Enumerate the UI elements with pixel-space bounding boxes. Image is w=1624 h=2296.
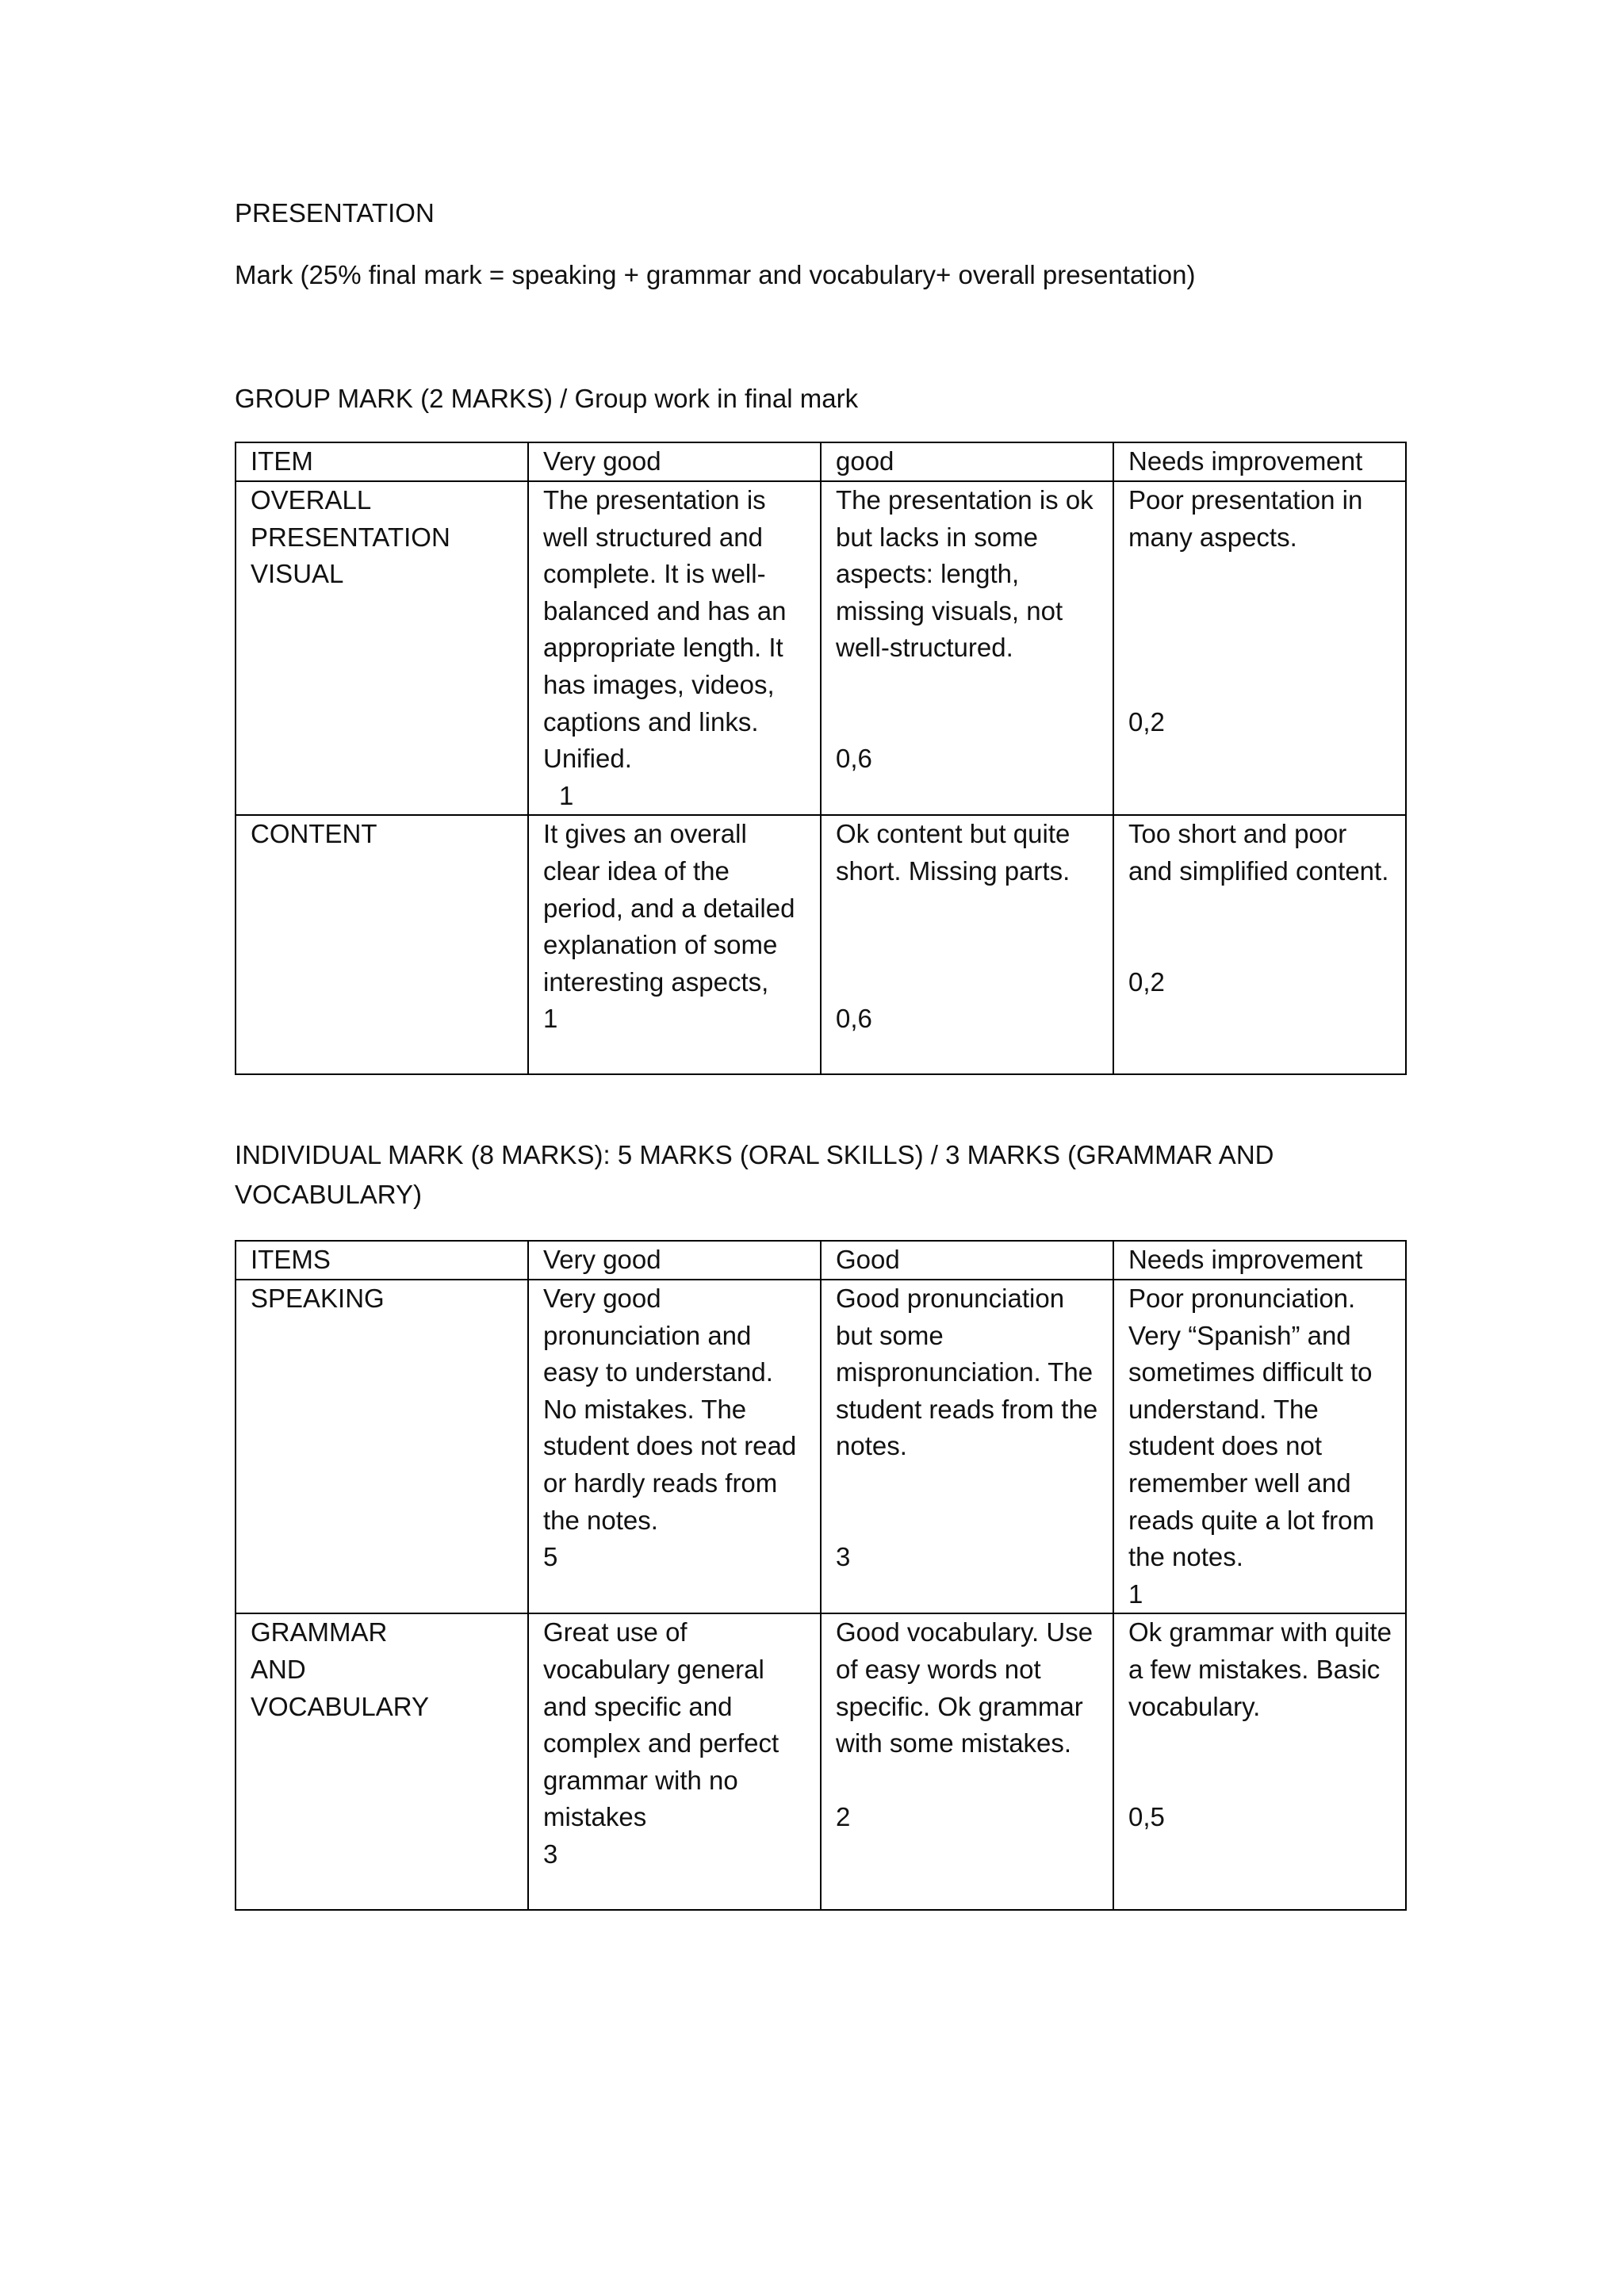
table-header-row	[236, 1241, 1406, 1280]
criterion-text: The presentation is ok but lacks in some aspects: length, missing visuals, not well-structured.	[836, 485, 1094, 663]
needs-improvement-cell	[1113, 815, 1406, 1074]
mark-value: 0,6	[836, 1004, 872, 1034]
table-row	[236, 481, 1406, 815]
criterion-text: Poor pronunciation. Very “Spanish” and sometimes difficult to understand. The student does not remember well and reads quite a lot from the notes.	[1128, 1284, 1374, 1572]
mark-value: 5	[543, 1542, 558, 1572]
item-cell	[236, 1280, 528, 1613]
criterion-text: Great use of vocabulary general and specific and complex and perfect grammar with no mistakes	[543, 1617, 779, 1832]
good-cell	[821, 815, 1113, 1074]
very-good-cell	[528, 815, 821, 1074]
header-very-good: Very good	[528, 442, 821, 481]
criterion-text: It gives an overall clear idea of the period, and a detailed explanation of some interesting aspects,	[543, 819, 795, 997]
good-cell	[821, 1280, 1113, 1613]
mark-value: 0,2	[1128, 706, 1165, 737]
good-cell	[821, 1613, 1113, 1910]
very-good-cell	[528, 1280, 821, 1613]
mark-value: 3	[543, 1839, 558, 1869]
item-label: CONTENT	[251, 819, 377, 849]
item-label: OVERALL PRESENTATION VISUAL	[251, 485, 450, 589]
individual-rubric-table	[235, 1240, 1407, 1911]
mark-value: 2	[836, 1802, 851, 1832]
document-title: PRESENTATION	[235, 198, 435, 228]
item-cell	[236, 481, 528, 815]
needs-improvement-cell	[1113, 1280, 1406, 1613]
very-good-cell	[528, 1613, 821, 1910]
criterion-text: The presentation is well structured and complete. It is well-balanced and has an appropriate length. It has images, videos, captions and links. Unified.	[543, 485, 787, 774]
header-needs-improvement: Needs improvement	[1113, 1241, 1406, 1280]
good-cell	[821, 481, 1113, 815]
needs-improvement-cell	[1113, 1613, 1406, 1910]
criterion-text: Too short and poor and simplified content.	[1128, 819, 1389, 886]
mark-value: 0,2	[1128, 966, 1165, 997]
item-cell	[236, 815, 528, 1074]
table-row	[236, 1280, 1406, 1613]
group-mark-heading: GROUP MARK (2 MARKS) / Group work in final mark	[235, 384, 859, 413]
mark-note: Mark (25% final mark = speaking + grammar and vocabulary+ overall presentation)	[235, 260, 1196, 289]
criterion-text: Poor presentation in many aspects.	[1128, 485, 1363, 552]
header-item: ITEM	[236, 442, 528, 481]
table-row	[236, 815, 1406, 1074]
header-needs-improvement: Needs improvement	[1113, 442, 1406, 481]
mark-value: 1	[1128, 1578, 1143, 1609]
table-header-row	[236, 442, 1406, 481]
item-label: GRAMMAR AND VOCABULARY	[251, 1617, 429, 1721]
mark-value: 0,5	[1128, 1802, 1165, 1832]
item-label: SPEAKING	[251, 1284, 385, 1313]
individual-mark-heading: INDIVIDUAL MARK (8 MARKS): 5 MARKS (ORAL SKILLS) / 3 MARKS (GRAMMAR AND VOCABULARY)	[235, 1140, 1274, 1209]
mark-value: 0,6	[836, 744, 872, 774]
mark-value: 3	[836, 1542, 851, 1572]
item-cell	[236, 1613, 528, 1910]
criterion-text: Good vocabulary. Use of easy words not specific. Ok grammar with some mistakes.	[836, 1617, 1094, 1758]
very-good-cell	[528, 481, 821, 815]
criterion-text: Good pronunciation but some mispronunciation. The student reads from the notes.	[836, 1284, 1098, 1461]
criterion-text: Ok content but quite short. Missing parts.	[836, 819, 1071, 886]
header-very-good: Very good	[528, 1241, 821, 1280]
needs-improvement-cell	[1113, 481, 1406, 815]
header-good: Good	[821, 1241, 1113, 1280]
mark-value: 1	[543, 1004, 558, 1034]
table-row	[236, 1613, 1406, 1910]
mark-value: 1	[559, 780, 574, 810]
group-rubric-table	[235, 442, 1407, 1075]
criterion-text: Ok grammar with quite a few mistakes. Basic vocabulary.	[1128, 1617, 1392, 1721]
header-items: ITEMS	[236, 1241, 528, 1280]
criterion-text: Very good pronunciation and easy to understand. No mistakes. The student does not read or hardly reads from the notes.	[543, 1284, 797, 1535]
header-good: good	[821, 442, 1113, 481]
